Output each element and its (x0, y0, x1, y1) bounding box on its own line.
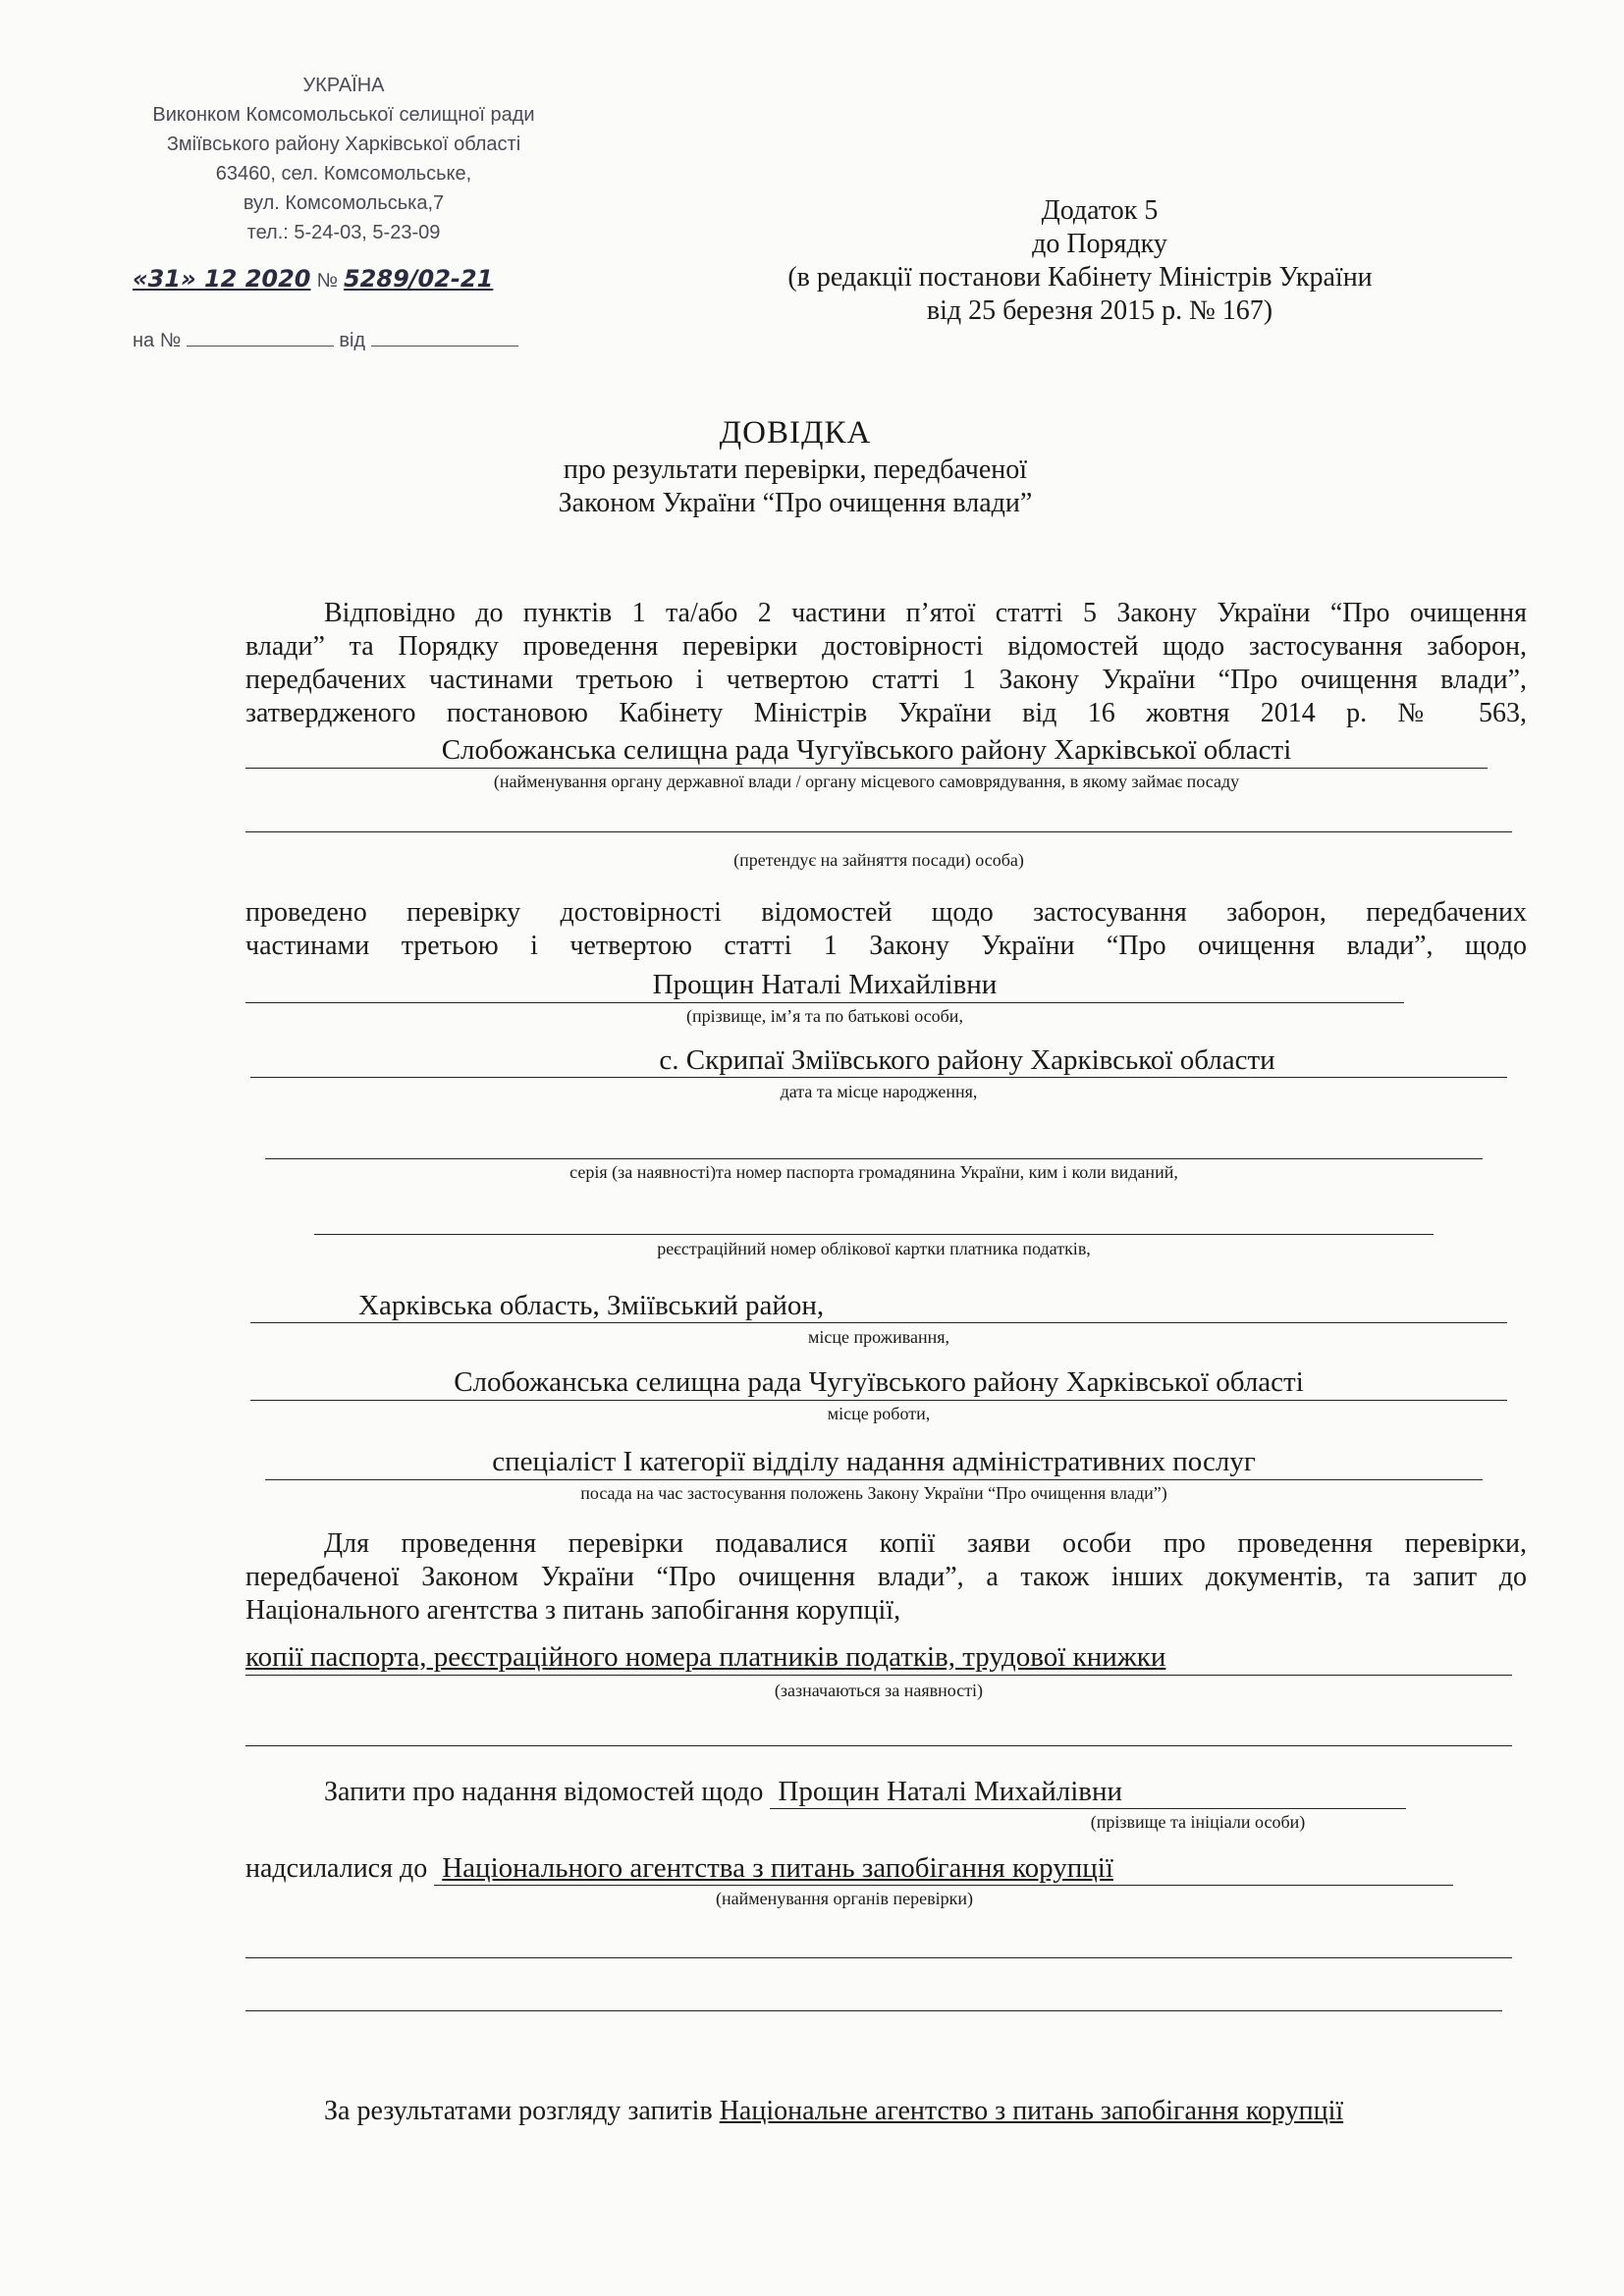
paragraph-3-line-1: Для проведення перевірки подавалися копії заяви особи про проведення перевірки, (324, 1528, 1527, 1559)
title-main: ДОВІДКА (719, 415, 872, 451)
workplace-caption: місце роботи, (827, 1404, 931, 1423)
stamp-country: УКРАЇНА (302, 75, 385, 96)
sent-value: Національного агентства з питань запобігання корупції (434, 1851, 1453, 1886)
requests-row (324, 1775, 1453, 1809)
paragraph-1-line-4: затвердженого постановою Кабінету Міністрів України від 16 жовтня 2014 р. № 563, (245, 698, 1527, 728)
result-value: Національне агентство з питань запобігання корупції (719, 2096, 1344, 2126)
appendix-line-4: від 25 березня 2015 р. № 167) (926, 295, 1273, 326)
appendix-line-3: (в редакції постанови Кабінету Міністрів України (787, 262, 1373, 293)
stamp-line-3: 63460, сел. Комсомольське, (215, 163, 472, 185)
documents-value: копії паспорта, реєстраційного номера платників податків, трудової книжки (245, 1641, 1166, 1673)
tax-number-line (314, 1232, 1434, 1235)
sent-caption: (найменування органів перевірки) (715, 1889, 974, 1908)
registration-no: 5289/02-21 (343, 265, 494, 293)
birth-field: с. Скрипаї Зміївського району Харківської области (250, 1042, 1507, 1078)
paragraph-1-line-2: влади” та Порядку проведення перевірки достовірності відомостей щодо застосування заборон, (245, 631, 1527, 662)
appendix-line-2: до Порядку (1032, 229, 1167, 259)
paragraph-1-line-1: Відповідно до пунктів 1 та/або 2 частини п’ятої статті 5 Закону України “Про очищення (324, 598, 1527, 628)
passport-caption: серія (за наявності)та номер паспорта громадянина України, ким і коли виданий, (569, 1162, 1178, 1182)
appendix-block (727, 194, 1434, 328)
tax-number-caption: реєстраційний номер облікової картки платника податків, (657, 1239, 1091, 1258)
paragraph-3-line-3: Національного агентства з питань запобігання корупції, (245, 1595, 901, 1626)
title-sub-2: Законом України “Про очищення влади” (558, 488, 1033, 518)
result-row (324, 2095, 1542, 2128)
organization-stamp (108, 71, 579, 247)
appendix-line-1: Додаток 5 (1041, 195, 1159, 226)
organization-caption: (найменування органу державної влади / органу місцевого самоврядування, в якому займає посаду (493, 772, 1240, 791)
residence-caption: місце проживання, (807, 1327, 950, 1347)
organization-caption-2: (претендує на зайняття посади) особа) (733, 850, 1024, 870)
residence-value: Харківська область, Зміївський район, (358, 1290, 825, 1321)
documents-caption: (зазначаються за наявності) (774, 1681, 984, 1700)
organization-line-2 (245, 829, 1512, 832)
person-name-field: Прощин Наталі Михайлівни (245, 967, 1404, 1003)
position-caption: посада на час застосування положень Закону України “Про очищення влади”) (580, 1483, 1167, 1503)
requests-caption: (прізвище та ініціали особи) (1090, 1812, 1306, 1832)
document-title (422, 412, 1168, 520)
redacted-area (831, 1295, 939, 1320)
organization-field: Слобожанська селищна рада Чугуївського району Харківської області (245, 732, 1488, 769)
documents-field (245, 1639, 1512, 1676)
requests-label: Запити про надання відомостей щодо (324, 1777, 764, 1807)
birth-caption: дата та місце народження, (780, 1082, 978, 1101)
passport-line (265, 1156, 1483, 1159)
title-sub-1: про результати перевірки, передбаченої (563, 454, 1028, 485)
sent-line-2 (245, 1955, 1512, 1958)
person-name-caption: (прізвище, ім’я та по батькові особи, (686, 1006, 963, 1026)
result-label: За результатами розгляду запитів (324, 2096, 713, 2126)
stamp-line-5: тел.: 5-24-03, 5-23-09 (246, 222, 441, 243)
workplace-field: Слобожанська селищна рада Чугуївського району Харківської області (250, 1364, 1507, 1401)
sent-line-3 (245, 2008, 1502, 2011)
paragraph-2-line-2: частинами третьою і четвертою статті 1 Закону України “Про очищення влади”, щодо (245, 931, 1527, 961)
residence-field (250, 1288, 1507, 1323)
sent-label: надсилалися до (245, 1853, 428, 1884)
stamp-line-4: вул. Комсомольська,7 (243, 192, 445, 214)
paragraph-3-line-2: передбаченої Законом України “Про очищення влади”, а також інших документів, та запит до (245, 1562, 1527, 1592)
documents-line-2 (245, 1743, 1512, 1746)
paragraph-2-line-1: проведено перевірку достовірності відомостей щодо застосування заборон, передбачених (245, 897, 1527, 928)
stamp-line-1: Виконком Комсомольської селищної ради (152, 104, 535, 126)
sent-row (245, 1851, 1473, 1886)
paragraph-1-line-3: передбачених частинами третьою і четвертою статті 1 Закону України “Про очищення влади”, (245, 665, 1527, 695)
reference-line: на № від (133, 326, 525, 355)
position-field: спеціаліст І категорії відділу надання адміністративних послуг (265, 1444, 1483, 1480)
requests-value: Прощин Наталі Михайлівни (770, 1775, 1406, 1809)
stamp-line-2: Зміївського району Харківської області (166, 133, 521, 155)
registration-date: «31» 12 2020 (133, 265, 311, 293)
registration-number: «31» 12 2020 № 5289/02-21 (133, 265, 494, 293)
